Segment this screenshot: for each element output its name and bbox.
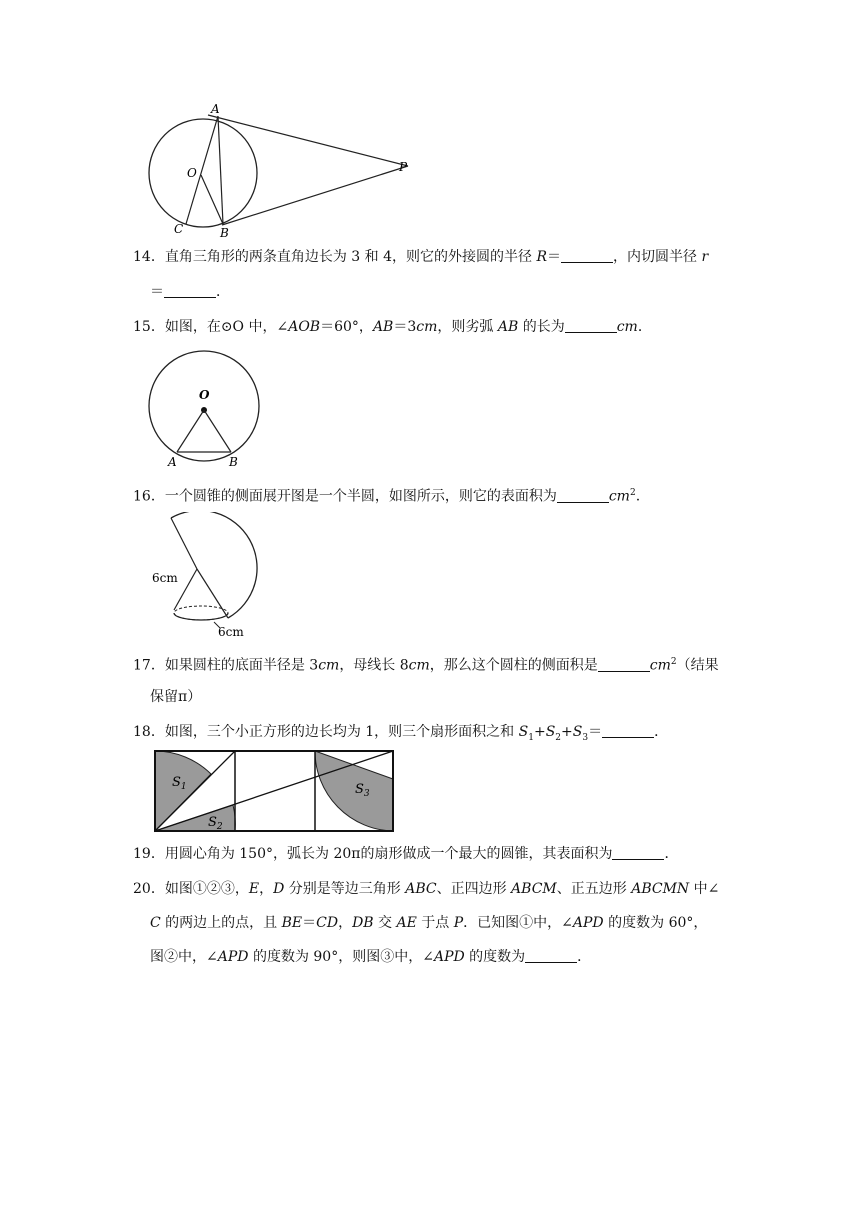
question-number: 19． bbox=[133, 846, 165, 862]
question-number: 17． bbox=[133, 657, 165, 674]
figure-13-circle-tangents bbox=[146, 100, 416, 240]
label-B: B bbox=[220, 226, 229, 240]
label-C: C bbox=[174, 222, 184, 236]
question-18: 18．如图，三个小正方形的边长均为 1，则三个扇形面积之和 $S_1+S_2+S_3=$ ． bbox=[133, 724, 669, 743]
label-A: A bbox=[211, 102, 220, 116]
label-S1: $S_1$ bbox=[172, 775, 187, 792]
question-number: 15． bbox=[133, 319, 165, 335]
question-number: 14． bbox=[133, 249, 165, 265]
answer-blank[interactable] bbox=[565, 318, 617, 333]
question-20-line-1: 20．如图①②③，E，D 分别是等边三角形 ABC、正四边形 ABCM、正五边形 ABCMN 中∠ bbox=[133, 881, 720, 897]
question-14-line-2: ＝ ． bbox=[150, 284, 230, 300]
question-20-line-2: C 的两边上的点，且 BE＝CD，DB 交 AE 于点 P．已知图①中，∠APD 的度数为 60°， bbox=[150, 915, 708, 931]
question-number: 20． bbox=[133, 881, 165, 897]
question-number: 18． bbox=[133, 724, 165, 740]
figure-18-three-squares bbox=[152, 748, 396, 834]
label-base-length: 6cm bbox=[218, 625, 244, 639]
question-17-line-2: 保留π） bbox=[150, 689, 202, 705]
label-A: A bbox=[168, 455, 177, 469]
answer-blank-r[interactable] bbox=[164, 283, 216, 298]
question-19: 19．用圆心角为 150°，弧长为 20π的扇形做成一个最大的圆锥，其表面积为 ． bbox=[133, 846, 679, 862]
answer-blank[interactable] bbox=[612, 845, 664, 860]
label-slant-length: 6cm bbox=[152, 571, 178, 585]
figure-16-cone-net bbox=[146, 512, 262, 642]
question-20-line-3: 图②中，∠APD 的度数为 90°，则图③中，∠APD 的度数为 ． bbox=[150, 949, 592, 965]
label-P: P bbox=[399, 160, 408, 174]
figure-15-circle-sector bbox=[146, 346, 266, 470]
label-O: O bbox=[187, 166, 197, 180]
answer-blank[interactable] bbox=[557, 488, 609, 503]
question-15: 15．如图，在⊙O 中，∠AOB＝60°，AB＝3cm，则劣弧 AB 的长为 cm． bbox=[133, 319, 652, 335]
answer-blank[interactable] bbox=[598, 657, 650, 672]
label-S3: $S_3$ bbox=[355, 782, 370, 799]
question-16: 16．一个圆锥的侧面展开图是一个半圆，如图所示，则它的表面积为 $cm^2$. bbox=[133, 488, 641, 505]
question-17-line-1: 17．如果圆柱的底面半径是 3cm，母线长 8cm，那么这个圆柱的侧面积是 $cm^2$（结果 bbox=[133, 657, 719, 674]
label-S2: $S_2$ bbox=[208, 815, 223, 832]
answer-blank[interactable] bbox=[602, 723, 654, 738]
question-14-line-1: 14．直角三角形的两条直角边长为 3 和 4，则它的外接圆的半径 R＝ ，内切圆半径 r bbox=[133, 249, 709, 265]
answer-blank[interactable] bbox=[525, 948, 577, 963]
label-O: O bbox=[199, 388, 210, 402]
question-number: 16． bbox=[133, 488, 165, 505]
answer-blank-R[interactable] bbox=[561, 248, 613, 263]
label-B: B bbox=[229, 455, 238, 469]
